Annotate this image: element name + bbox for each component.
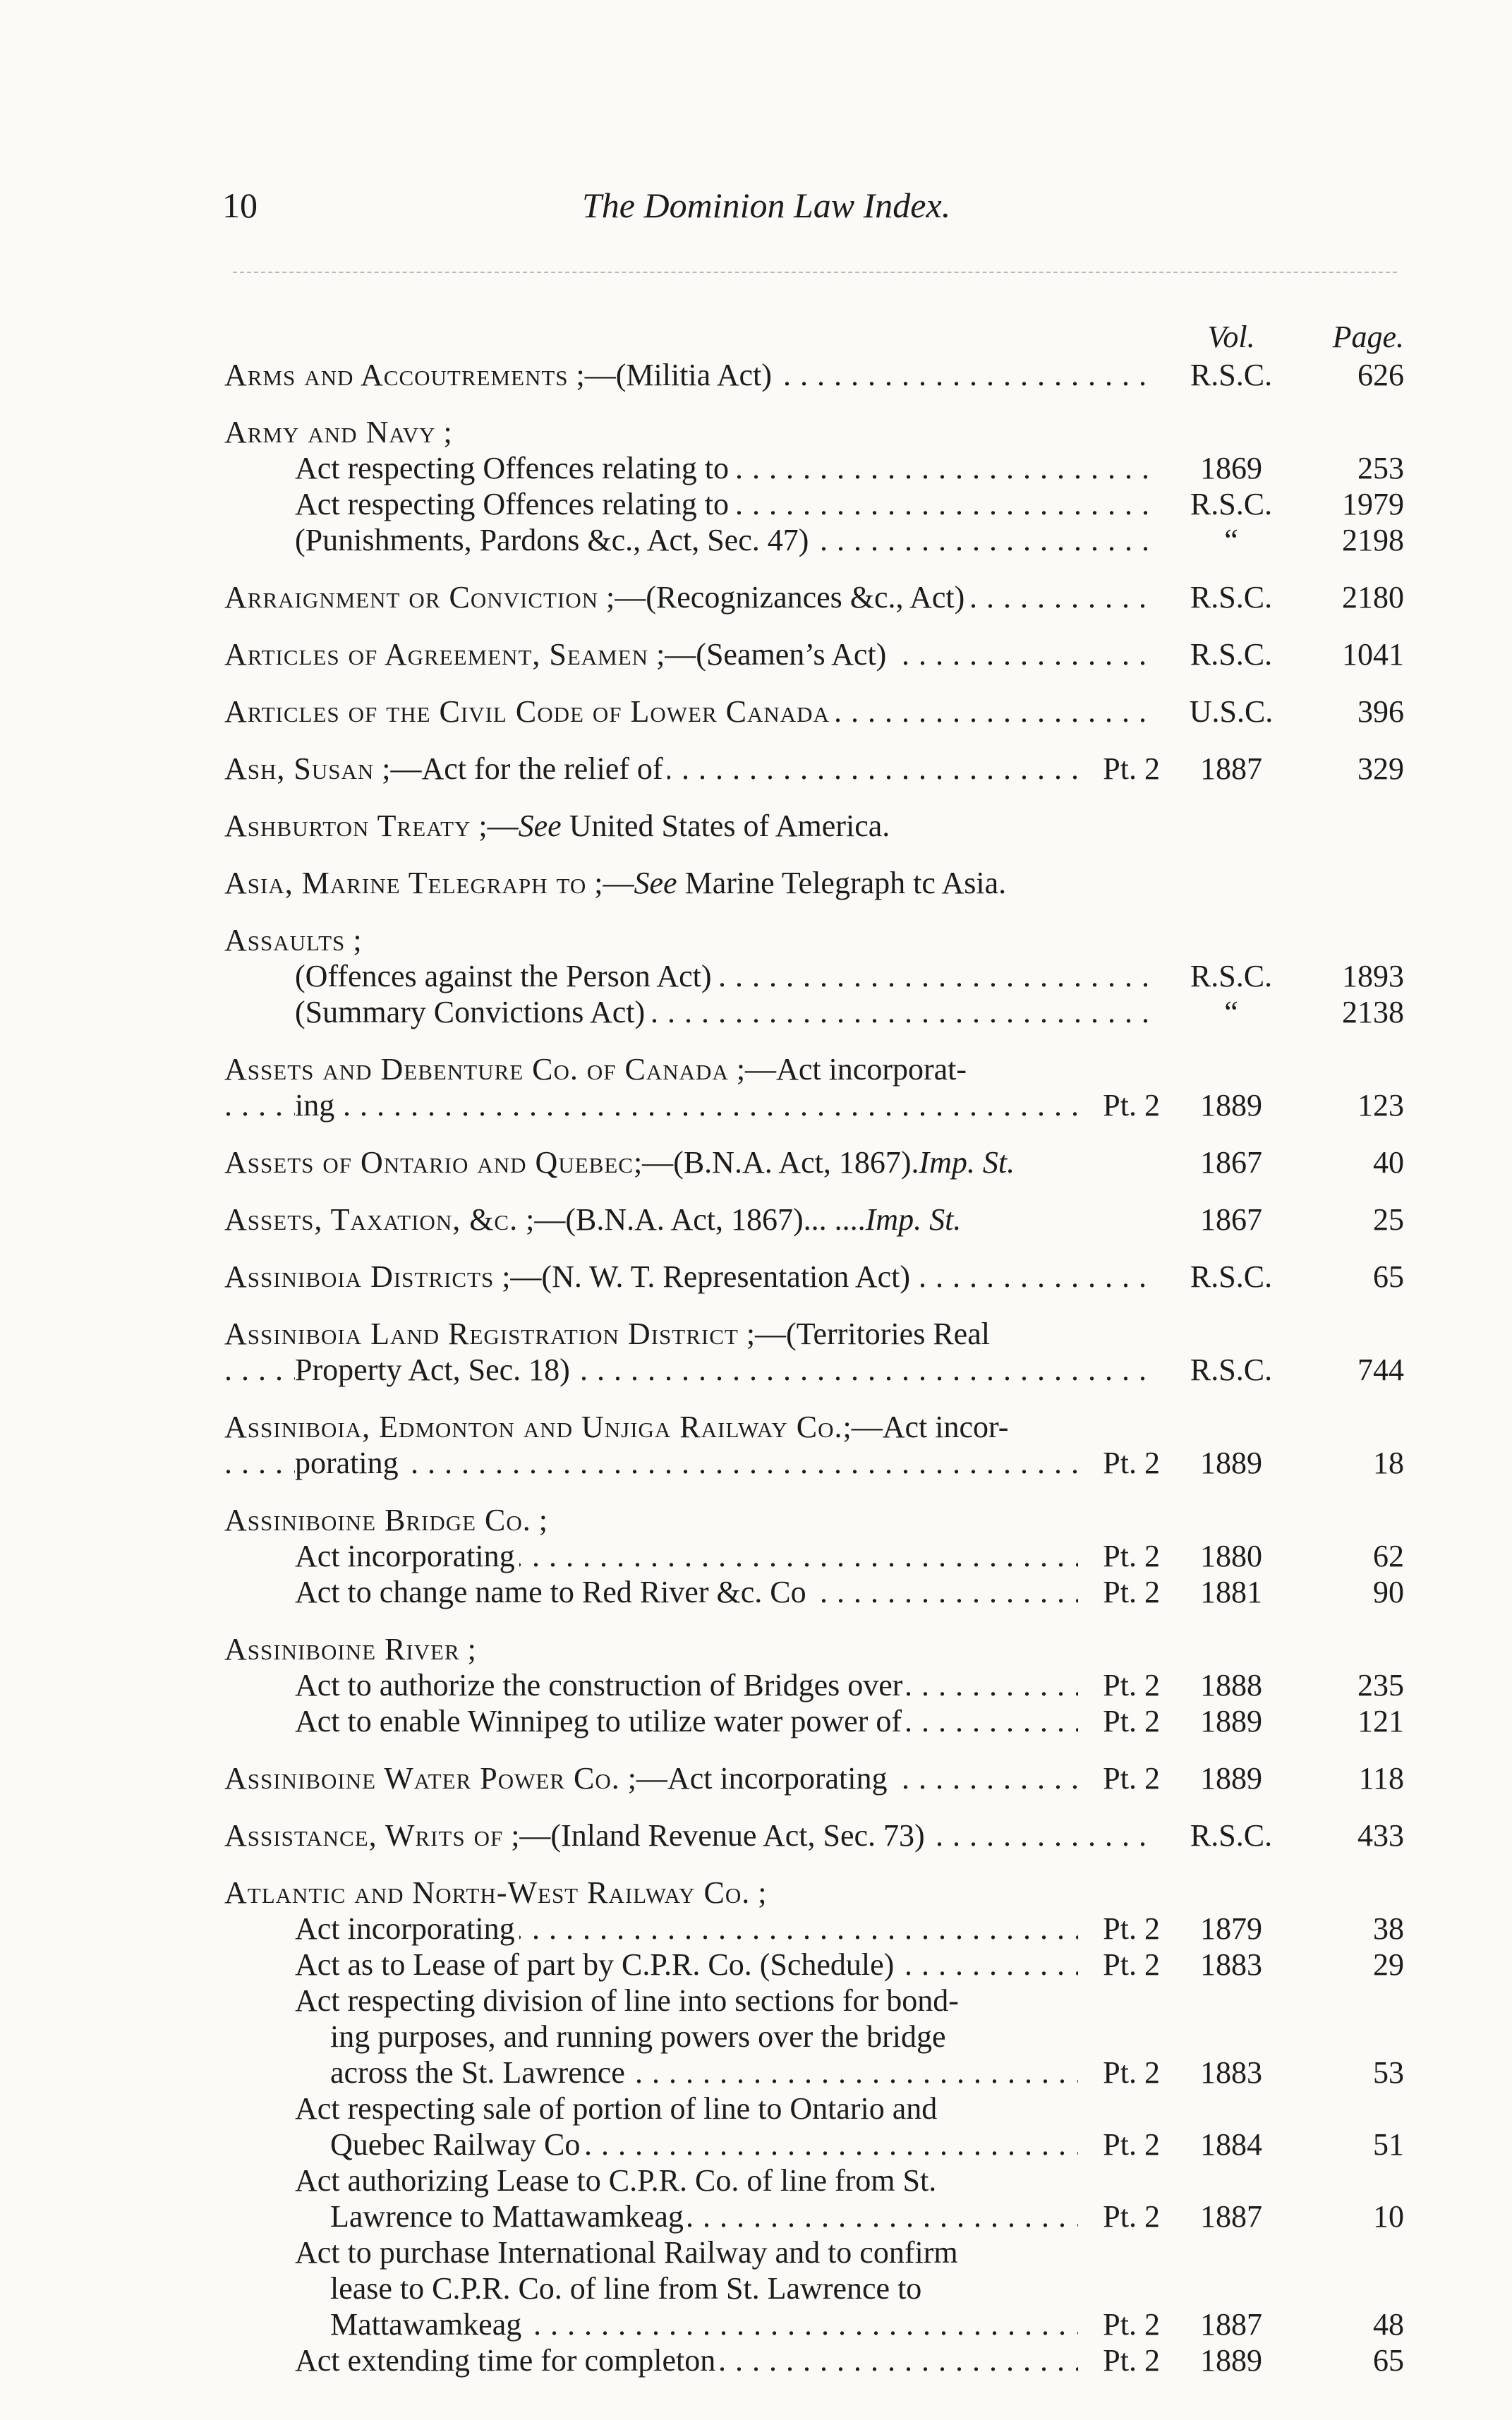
vol-ref: R.S.C. [1190, 1818, 1273, 1853]
sub-entry-text: Mattawamkeag [330, 2307, 526, 2342]
entry-heading: Assets, Taxation, &c. [224, 1202, 519, 1237]
index-entry [224, 579, 1404, 615]
page-ref: 1041 [1342, 637, 1404, 672]
page-ref: 62 [1373, 1539, 1404, 1573]
entry-line [224, 1875, 1404, 1911]
vol-ref: 1889 [1200, 1088, 1262, 1123]
index-entry [224, 865, 1404, 901]
index-entry [224, 1202, 1404, 1238]
vol-ref: R.S.C. [1190, 1353, 1273, 1387]
page-ref: 40 [1373, 1145, 1404, 1180]
vol-ref: 1887 [1200, 2199, 1262, 2234]
running-header [222, 185, 1408, 234]
part-ref: Pt. 2 [1078, 1947, 1160, 1983]
vol-ref: 1884 [1200, 2127, 1262, 2162]
entry-line [224, 1817, 1404, 1853]
entry-line [224, 922, 1404, 958]
entry-line [224, 1502, 1404, 1538]
sub-entry-text: ing purposes, and running powers over the bridge [330, 2019, 946, 2054]
entry-text: ;— [586, 866, 634, 900]
page-ref: 253 [1357, 451, 1404, 485]
vol-ref: 1889 [1200, 1704, 1262, 1738]
page-heading: Page. [1332, 320, 1404, 354]
sub-entry-line [224, 958, 1404, 994]
vol-ref: R.S.C. [1190, 959, 1273, 993]
entry-text: ;—Act incor- [842, 1410, 1009, 1444]
entry-text: ;—(B.N.A. Act, 1867)... .... [518, 1202, 866, 1237]
entry-heading: Assiniboia, Edmonton and Unjiga Railway Co. [224, 1410, 843, 1444]
entry-line [224, 1316, 1404, 1352]
vol-ref: 1881 [1200, 1575, 1262, 1609]
entry-line [224, 694, 1404, 730]
page-ref: 1893 [1342, 959, 1404, 993]
entry-line [224, 579, 1404, 615]
sub-entry-line [224, 1538, 1404, 1574]
page-ref: 2138 [1342, 995, 1404, 1029]
entry-line [224, 1409, 1404, 1445]
header-rule [233, 272, 1397, 273]
entry-heading: Atlantic and North-West Railway Co. [224, 1875, 751, 1910]
entry-text: ;—(Militia Act) [568, 358, 772, 392]
entry-line [224, 636, 1404, 672]
sub-entry-text: across the St. Lawrence [330, 2055, 629, 2090]
sub-entry-line [224, 1983, 1404, 2019]
part-ref: Pt. 2 [1078, 2306, 1160, 2342]
sub-entry-line [224, 2162, 1404, 2198]
entry-line [224, 357, 1404, 393]
entry-text: ;—(B.N.A. Act, 1867). [633, 1145, 919, 1180]
part-ref: Pt. 2 [1078, 1703, 1160, 1739]
entry-text: ; [531, 1503, 548, 1537]
index-entry [224, 808, 1404, 844]
part-ref: Pt. 2 [1078, 1087, 1160, 1123]
entry-text: ;—(Territories Real [738, 1317, 990, 1351]
sub-entry-text: Act to authorize the construction of Bridges over [295, 1668, 907, 1702]
entry-text: ; [435, 415, 452, 449]
sub-entry-text: Act respecting division of line into sections for bond- [295, 1983, 959, 2018]
part-ref: Pt. 2 [1078, 2126, 1160, 2162]
sub-entry-continuation [224, 2019, 1404, 2055]
page-ref: 1979 [1342, 487, 1404, 521]
entry-heading: Arms and Accoutrements [224, 358, 569, 392]
sub-entry-continuation [224, 2270, 1404, 2306]
vol-ref: 1879 [1200, 1911, 1262, 1946]
vol-ref: 1869 [1200, 451, 1262, 485]
page-ref: 25 [1373, 1202, 1404, 1237]
entry-heading: Assaults [224, 923, 346, 957]
sub-entry-line [224, 994, 1404, 1030]
entry-heading: Ash, Susan [224, 751, 375, 786]
index-entry [224, 922, 1404, 1030]
sub-entry-text: Act to enable Winnipeg to utilize water power of [295, 1704, 906, 1738]
sub-entry-text: Act to change name to Red River &c. Co [295, 1575, 811, 1609]
entry-heading: Assiniboine Bridge Co. [224, 1503, 531, 1537]
entry-continuation [224, 1445, 1404, 1481]
part-ref: Pt. 2 [1078, 1538, 1160, 1574]
statute-ref: Imp. St. [865, 1202, 962, 1237]
part-ref: Pt. 2 [1078, 2342, 1160, 2378]
vol-ref: R.S.C. [1190, 358, 1273, 392]
entry-heading: Arraignment or Conviction [224, 580, 599, 615]
index-entry [224, 1409, 1404, 1481]
page-ref: 123 [1357, 1088, 1404, 1123]
entry-text: ; [750, 1875, 767, 1910]
sub-entry-text: Act authorizing Lease to C.P.R. Co. of line from St. [295, 2163, 937, 2198]
entry-continuation [224, 1087, 1404, 1123]
vol-ref: 1880 [1200, 1539, 1262, 1573]
sub-entry-continuation [224, 2126, 1404, 2162]
vol-ref: 1867 [1200, 1202, 1262, 1237]
page-number: 10 [222, 186, 258, 225]
vol-ref: 1889 [1200, 1761, 1262, 1796]
sub-entry-line [224, 1911, 1404, 1947]
entry-heading: Assiniboia Land Registration District [224, 1317, 739, 1351]
index-entry [224, 1051, 1404, 1123]
entry-text: ; [459, 1632, 476, 1666]
sub-entry-line [224, 522, 1404, 558]
entry-heading: Asia, Marine Telegraph to [224, 866, 587, 900]
entry-heading: Assiniboia Districts [224, 1259, 495, 1294]
vol-ref: R.S.C. [1190, 637, 1273, 672]
sub-entry-line [224, 1947, 1404, 1983]
page-ref: 48 [1373, 2307, 1404, 2342]
part-ref: Pt. 2 [1078, 1445, 1160, 1481]
entry-text: ; [345, 923, 362, 957]
index-entry [224, 1817, 1404, 1853]
see-reference: See [634, 866, 677, 900]
sub-entry-text: Quebec Railway Co [330, 2127, 584, 2162]
vol-heading: Vol. [1207, 320, 1255, 354]
page-ref: 626 [1357, 358, 1404, 392]
page-ref: 121 [1357, 1704, 1404, 1738]
entry-text: ;—Act incorporat- [728, 1052, 967, 1087]
index-entry [224, 357, 1404, 393]
sub-entry-line [224, 1667, 1404, 1703]
entry-text: ;—(Inland Revenue Act, Sec. 73) [503, 1818, 925, 1853]
entry-text: Property Act, Sec. 18) [295, 1353, 574, 1387]
sub-entry-text: (Summary Convictions Act) [295, 995, 649, 1029]
entry-text: ;—Act incorporating [619, 1761, 888, 1796]
entry-line [224, 865, 1404, 901]
vol-ref: 1889 [1200, 2343, 1262, 2378]
part-ref: Pt. 2 [1078, 1911, 1160, 1947]
entry-line [224, 1051, 1404, 1087]
page-ref: 51 [1373, 2127, 1404, 2162]
sub-entry-text: (Punishments, Pardons &c., Act, Sec. 47) [295, 523, 813, 557]
entry-heading: Assiniboine River [224, 1632, 460, 1666]
sub-entry-line [224, 450, 1404, 486]
page-ref: 433 [1357, 1818, 1404, 1853]
index-entry [224, 1760, 1404, 1796]
entry-text: Marine Telegraph tc Asia. [677, 866, 1007, 900]
entry-text: ;—Act for the relief of [374, 751, 663, 786]
part-ref: Pt. 2 [1078, 1574, 1160, 1610]
entry-line [224, 751, 1404, 787]
sub-entry-text: Act respecting sale of portion of line to Ontario and [295, 2091, 938, 2126]
entry-text: ;—(Seamen’s Act) [648, 637, 887, 672]
entry-line [224, 1760, 1404, 1796]
entry-line [224, 1144, 1404, 1180]
entry-line [224, 1631, 1404, 1667]
entry-text: ;—(Recognizances &c., Act) [598, 580, 965, 615]
entry-heading: Articles of the Civil Code of Lower Canada [224, 694, 830, 729]
sub-entry-text: Lawrence to Mattawamkeag [330, 2199, 688, 2234]
index-entry [224, 636, 1404, 672]
entry-heading: Assistance, Writs of [224, 1818, 504, 1853]
vol-ref: U.S.C. [1189, 694, 1274, 729]
entry-heading: Army and Navy [224, 415, 436, 449]
page-ref: 90 [1373, 1575, 1404, 1609]
vol-ref: “ [1224, 995, 1238, 1029]
sub-entry-text: Act incorporating [295, 1539, 519, 1573]
index-entry [224, 1875, 1404, 2378]
sub-entry-text: Act respecting Offences relating to [295, 487, 733, 521]
sub-entry-continuation [224, 2306, 1404, 2342]
page-ref: 2198 [1342, 523, 1404, 557]
index-entry [224, 1502, 1404, 1610]
sub-entry-text: Act extending time for completon [295, 2343, 720, 2378]
column-headings [224, 319, 1404, 358]
entry-heading: Assiniboine Water Power Co. [224, 1761, 620, 1796]
sub-entry-text: Act respecting Offences relating to [295, 451, 733, 485]
vol-ref: R.S.C. [1190, 1259, 1273, 1294]
part-ref: Pt. 2 [1078, 2055, 1160, 2091]
sub-entry-line [224, 1574, 1404, 1610]
page-ref: 18 [1373, 1446, 1404, 1480]
entry-text: ;— [471, 809, 519, 843]
vol-ref: 1883 [1200, 2055, 1262, 2090]
page-ref: 53 [1373, 2055, 1404, 2090]
index-entry [224, 414, 1404, 558]
page-ref: 10 [1373, 2199, 1404, 2234]
page-ref: 235 [1357, 1668, 1404, 1702]
page-ref: 38 [1373, 1911, 1404, 1946]
part-ref: Pt. 2 [1078, 751, 1160, 787]
vol-ref: 1883 [1200, 1947, 1262, 1982]
sub-entry-text: (Offences against the Person Act) [295, 959, 716, 993]
sub-entry-line [224, 2091, 1404, 2126]
sub-entry-text: Act as to Lease of part by C.P.R. Co. (Schedule) [295, 1947, 898, 1982]
sub-entry-text: Act to purchase International Railway and to confirm [295, 2235, 958, 2270]
page-ref: 29 [1373, 1947, 1404, 1982]
index-entry [224, 1316, 1404, 1388]
page-ref: 65 [1373, 2343, 1404, 2378]
page-ref: 744 [1357, 1353, 1404, 1387]
sub-entry-continuation [224, 2198, 1404, 2234]
sub-entry-text: Act incorporating [295, 1911, 519, 1946]
part-ref: Pt. 2 [1078, 1667, 1160, 1703]
entry-line [224, 1202, 1404, 1238]
part-ref: Pt. 2 [1078, 1760, 1160, 1796]
index-entries [224, 357, 1404, 2400]
entry-heading: Ashburton Treaty [224, 809, 471, 843]
entry-text: porating [295, 1446, 403, 1480]
page-ref: 2180 [1342, 580, 1404, 615]
entry-text: United States of America. [561, 809, 890, 843]
entry-line [224, 414, 1404, 450]
see-reference: See [518, 809, 562, 843]
sub-entry-continuation [224, 2055, 1404, 2091]
vol-ref: “ [1224, 523, 1238, 557]
sub-entry-line [224, 2342, 1404, 2378]
entry-text: ing [295, 1088, 339, 1123]
entry-heading: Assets and Debenture Co. of Canada [224, 1052, 729, 1087]
vol-ref: 1867 [1200, 1145, 1262, 1180]
index-entry [224, 1631, 1404, 1739]
entry-heading: Articles of Agreement, Seamen [224, 637, 649, 672]
page-ref: 396 [1357, 694, 1404, 729]
page-ref: 329 [1357, 751, 1404, 786]
sub-entry-line [224, 486, 1404, 522]
sub-entry-text: lease to C.P.R. Co. of line from St. Lawrence to [330, 2271, 922, 2306]
page-ref: 65 [1373, 1259, 1404, 1294]
vol-ref: 1887 [1200, 751, 1262, 786]
part-ref: Pt. 2 [1078, 2198, 1160, 2234]
sub-entry-line [224, 1703, 1404, 1739]
entry-heading: Assets of Ontario and Quebec [224, 1145, 634, 1180]
vol-ref: R.S.C. [1190, 487, 1273, 521]
index-entry [224, 1259, 1404, 1295]
entry-line [224, 808, 1404, 844]
index-entry [224, 1144, 1404, 1180]
vol-ref: 1888 [1200, 1668, 1262, 1702]
sub-entry-line [224, 2234, 1404, 2270]
entry-text: ;—(N. W. T. Representation Act) [494, 1259, 911, 1294]
statute-ref: Imp. St. [919, 1145, 1015, 1180]
index-entry [224, 694, 1404, 730]
page-ref: 118 [1358, 1761, 1404, 1796]
vol-ref: R.S.C. [1190, 580, 1273, 615]
index-entry [224, 751, 1404, 787]
entry-line [224, 1259, 1404, 1295]
entry-continuation [224, 1352, 1404, 1388]
vol-ref: 1889 [1200, 1446, 1262, 1480]
vol-ref: 1887 [1200, 2307, 1262, 2342]
running-title: The Dominion Law Index. [582, 186, 951, 225]
